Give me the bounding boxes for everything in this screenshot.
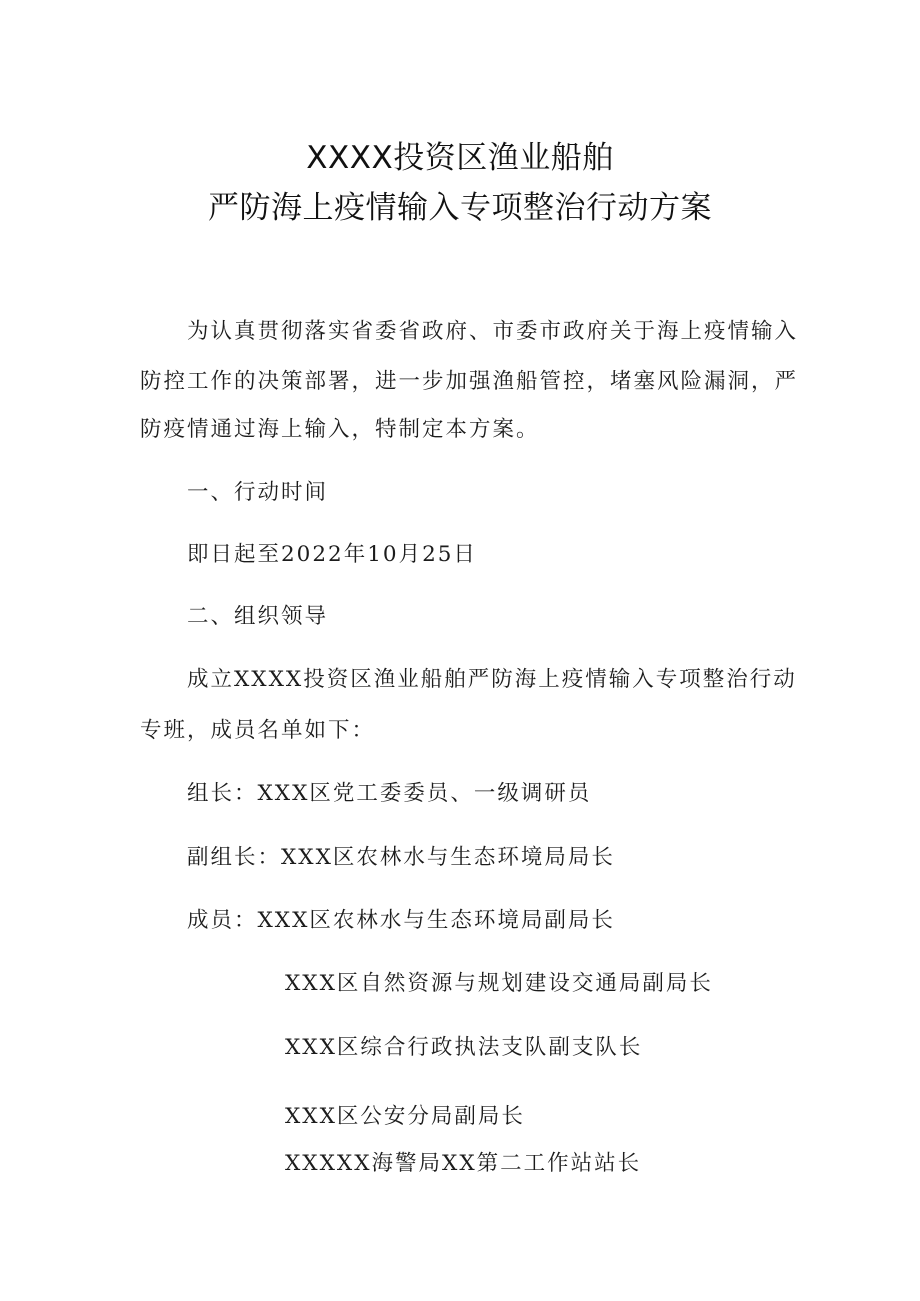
document-title-line-2: 严防海上疫情输入专项整治行动方案 <box>208 190 712 226</box>
team-leader: 组长：XXX区党工委委员、一级调研员 <box>187 781 592 806</box>
section-heading-organization: 二、组织领导 <box>187 604 329 629</box>
intro-paragraph-line: 为认真贯彻落实省委省政府、市委市政府关于海上疫情输入 <box>187 319 799 344</box>
organization-paragraph-line: 专班，成员名单如下： <box>140 718 376 743</box>
team-member: XXX区公安分局副局长 <box>285 1104 525 1129</box>
section-heading-action-time: 一、行动时间 <box>187 480 329 505</box>
team-member: 成员：XXX区农林水与生态环境局副局长 <box>187 908 615 933</box>
intro-paragraph-line: 防疫情通过海上输入，特制定本方案。 <box>140 417 540 442</box>
team-member: XXX区自然资源与规划建设交通局副局长 <box>285 971 713 996</box>
action-time-text: 即日起至2022年10月25日 <box>187 542 477 567</box>
organization-paragraph-line: 成立XXXX投资区渔业船舶严防海上疫情输入专项整治行动 <box>187 667 797 692</box>
team-deputy-leader: 副组长：XXX区农林水与生态环境局局长 <box>187 845 615 870</box>
team-member: XXXXX海警局XX第二工作站站长 <box>285 1151 642 1176</box>
team-member: XXX区综合行政执法支队副支队长 <box>285 1035 643 1060</box>
intro-paragraph-line: 防控工作的决策部署，进一步加强渔船管控，堵塞风险漏洞，严 <box>140 369 799 394</box>
document-title-line-1: XXXX投资区渔业船舶 <box>306 140 614 176</box>
